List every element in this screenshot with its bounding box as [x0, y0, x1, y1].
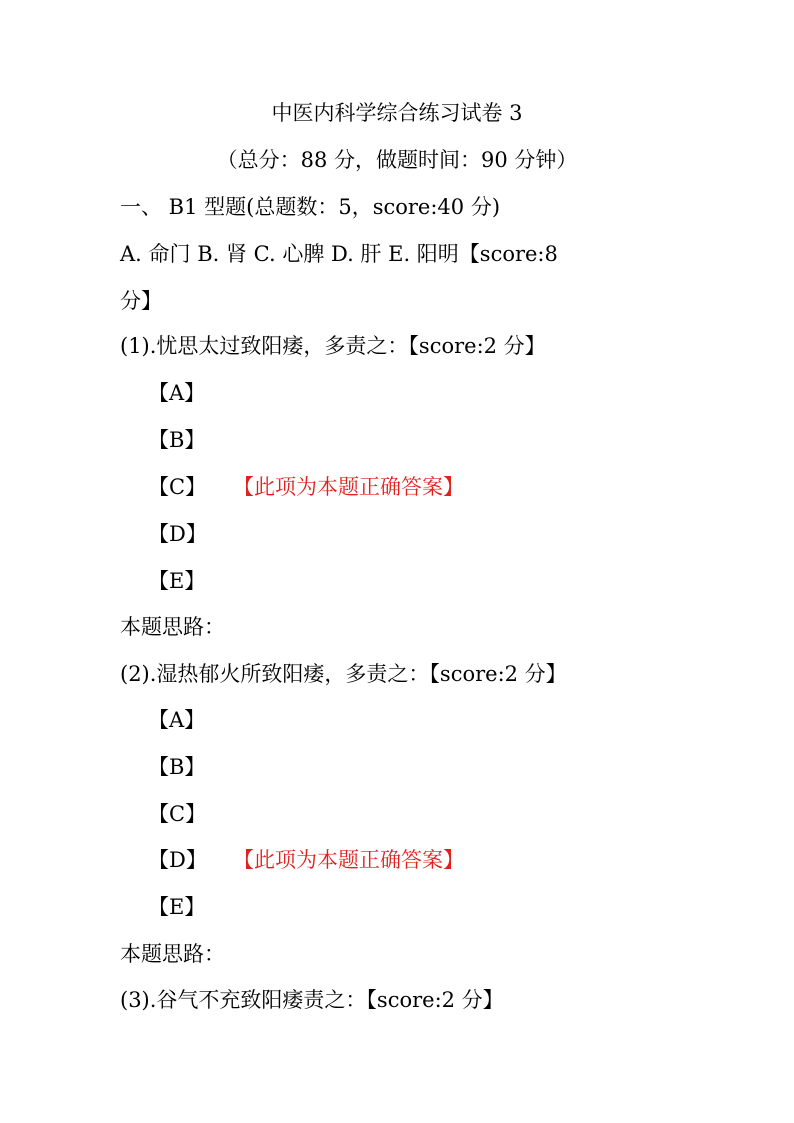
question-2-option-e: 【E】: [148, 895, 206, 919]
document-title: 中医内科学综合练习试卷 3: [271, 101, 523, 125]
question-2-option-d: 【D】: [148, 848, 207, 872]
shared-options-line-1: A. 命门 B. 肾 C. 心脾 D. 肝 E. 阳明【score:8: [120, 242, 558, 266]
question-1-correct-marker: 【此项为本题正确答案】: [233, 475, 464, 499]
question-2-analysis: 本题思路：: [120, 942, 225, 966]
question-1-analysis: 本题思路：: [120, 615, 225, 639]
question-1-option-d: 【D】: [148, 522, 207, 546]
question-3-stem: (3).谷气不充致阳痿责之：【score:2 分】: [120, 988, 504, 1012]
question-1-option-c: 【C】: [148, 475, 207, 499]
question-1-option-b: 【B】: [148, 428, 206, 452]
shared-options-line-2: 分】: [120, 289, 162, 313]
question-1-option-e: 【E】: [148, 569, 206, 593]
section-heading: 一、 B1 型题(总题数：5，score:40 分): [120, 195, 501, 219]
document-subtitle: （总分：88 分，做题时间：90 分钟）: [216, 148, 578, 172]
question-2-option-a: 【A】: [148, 708, 206, 732]
question-2-option-c: 【C】: [148, 802, 207, 826]
question-1-stem: (1).忧思太过致阳痿，多责之：【score:2 分】: [120, 334, 546, 358]
question-2-stem: (2).湿热郁火所致阳痿，多责之：【score:2 分】: [120, 662, 567, 686]
question-2-option-b: 【B】: [148, 755, 206, 779]
question-1-option-a: 【A】: [148, 381, 206, 405]
question-2-correct-marker: 【此项为本题正确答案】: [233, 848, 464, 872]
